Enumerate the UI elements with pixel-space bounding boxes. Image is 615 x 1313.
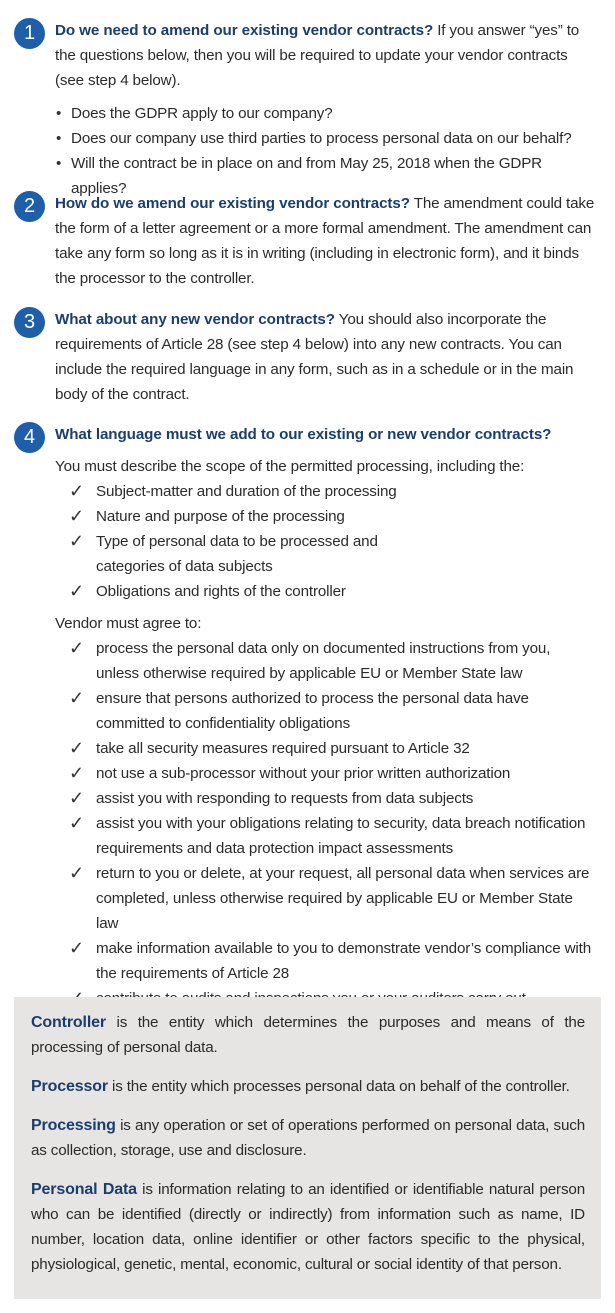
check-icon: ✓ xyxy=(69,788,84,808)
step-number-badge: 2 xyxy=(14,191,45,222)
step-question: Do we need to amend our existing vendor contracts? xyxy=(55,22,434,39)
question-list xyxy=(55,101,597,201)
check-icon: ✓ xyxy=(69,763,84,783)
step-text: If you answer “yes” to the questions below, then you will be required to update your vendor contracts (see step 4 below). xyxy=(55,22,580,89)
check-icon: ✓ xyxy=(69,638,84,658)
definition-term: Personal Data xyxy=(31,1181,137,1198)
step-number-badge: 3 xyxy=(14,307,45,338)
list-item: ✓ Nature and purpose of the processing xyxy=(69,504,597,529)
list-item: ✓ Type of personal data to be processed and categories of data subjects xyxy=(69,531,378,575)
check-icon: ✓ xyxy=(69,813,84,833)
scope-checklist xyxy=(55,479,597,604)
step-question: What language must we add to our existing or new vendor contracts? xyxy=(55,426,552,443)
check-icon: ✓ xyxy=(69,738,84,758)
list-item: ✓ not use a sub-processor without your prior written authorization xyxy=(69,761,597,786)
definition-controller: Controller is the entity which determines the purposes and means of the processing of personal data. xyxy=(31,1014,585,1056)
step-number-badge: 1 xyxy=(14,18,45,49)
step-question: What about any new vendor contracts? xyxy=(55,311,335,328)
list-item: ✓ make information available to you to demonstrate vendor’s compliance with the requirements of Article 28 xyxy=(69,938,592,982)
step-question: How do we amend our existing vendor contracts? xyxy=(55,195,410,212)
list-item: ✓ assist you with your obligations relating to security, data breach notification requirements and data protection impact assessments xyxy=(69,813,586,857)
list-item: ✓ Obligations and rights of the controller xyxy=(69,579,597,604)
step-number-badge: 4 xyxy=(14,422,45,453)
list-item: • Does our company use third parties to process personal data on our behalf? xyxy=(55,126,597,151)
list-item: ✓ return to you or delete, at your request, all personal data when services are completed, unless otherwise required by applicable EU or Member State law xyxy=(69,863,590,932)
list-item: ✓ process the personal data only on documented instructions from you, unless otherwise required by applicable EU or Member State law xyxy=(69,638,551,682)
definition-term: Processing xyxy=(31,1117,116,1134)
vendor-checklist xyxy=(55,636,597,1011)
list-item: ✓ take all security measures required pursuant to Article 32 xyxy=(69,736,597,761)
definitions-panel xyxy=(14,997,601,1299)
check-icon: ✓ xyxy=(69,938,84,958)
definition-personal-data: Personal Data is information relating to an identified or identifiable natural person who can be identified (directly or indirectly) from information such as name, ID number, location data, online identifier or other factors specific to the physical, physiological, genetic, mental, economic, cultural or social identity of that person. xyxy=(31,1181,585,1273)
check-icon: ✓ xyxy=(69,581,84,601)
check-icon: ✓ xyxy=(69,531,84,551)
check-icon: ✓ xyxy=(69,688,84,708)
list-item: ✓ assist you with responding to requests from data subjects xyxy=(69,786,597,811)
check-icon: ✓ xyxy=(69,863,84,883)
vendor-intro: Vendor must agree to: xyxy=(55,615,202,632)
scope-intro: You must describe the scope of the permitted processing, including the: xyxy=(55,458,525,475)
step-text: The amendment could take the form of a letter agreement or a more formal amendment. The amendment can take any form so long as it is in writing (including in electronic form), and it binds the processor to the controller. xyxy=(55,195,595,287)
check-icon: ✓ xyxy=(69,506,84,526)
step-text: You should also incorporate the requirements of Article 28 (see step 4 below) into any new contracts. You can include the required language in any form, such as in a schedule or in the main body of the contract. xyxy=(55,311,574,403)
list-item: ✓ Subject-matter and duration of the processing xyxy=(69,479,597,504)
check-icon: ✓ xyxy=(69,481,84,501)
definition-processing: Processing is any operation or set of operations performed on personal data, such as collection, storage, use and disclosure. xyxy=(31,1117,585,1159)
definition-term: Controller xyxy=(31,1014,106,1031)
list-item: • Will the contract be in place on and from May 25, 2018 when the GDPR applies? xyxy=(55,151,597,201)
definition-term: Processor xyxy=(31,1078,108,1095)
definition-processor: Processor is the entity which processes personal data on behalf of the controller. xyxy=(31,1078,570,1095)
list-item: ✓ ensure that persons authorized to process the personal data have committed to confidentiality obligations xyxy=(69,688,529,732)
list-item: • Does the GDPR apply to our company? xyxy=(55,101,597,126)
